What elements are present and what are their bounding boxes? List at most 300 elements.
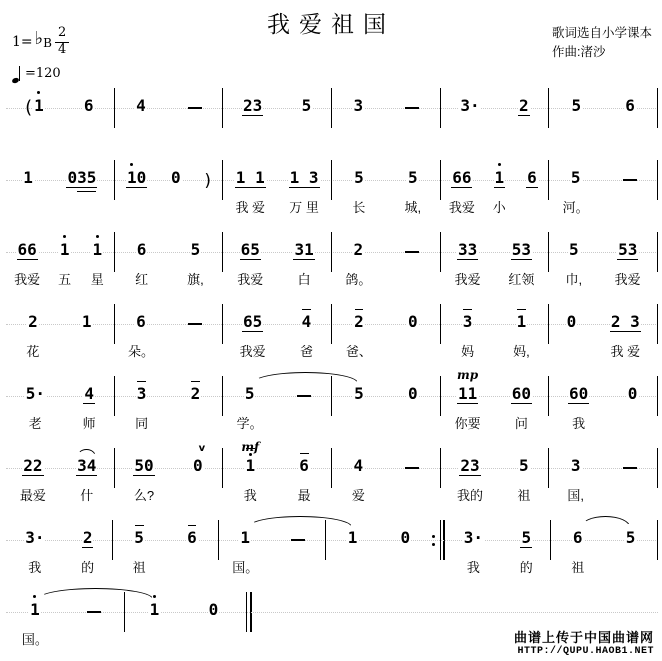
note-digits: 0 xyxy=(566,312,577,331)
lyric: 五 xyxy=(58,272,72,287)
lyric: 红领 xyxy=(508,272,535,287)
note-digits: 3 xyxy=(136,384,147,403)
measure xyxy=(115,306,223,359)
note-digits: 5· xyxy=(25,384,45,403)
note-stack xyxy=(133,530,145,548)
key-signature xyxy=(12,26,69,83)
note-stack xyxy=(240,242,261,260)
note-digits: 53 xyxy=(511,240,532,259)
note-stack xyxy=(627,386,639,404)
note xyxy=(135,384,149,431)
note xyxy=(624,98,636,116)
note xyxy=(25,384,46,431)
note xyxy=(299,312,313,359)
note xyxy=(132,528,146,575)
note-stack xyxy=(459,98,480,116)
lyric: 妈 xyxy=(461,344,475,359)
note xyxy=(347,530,359,548)
lyric: 河。 xyxy=(562,200,589,215)
note-stack xyxy=(66,170,97,188)
octave-dot xyxy=(153,595,156,598)
tempo-value: =120 xyxy=(25,66,61,82)
barline xyxy=(114,88,115,128)
note-stack xyxy=(133,458,154,476)
note xyxy=(66,170,97,188)
note xyxy=(404,168,422,215)
note-stack xyxy=(126,170,147,188)
note-digits: 6 xyxy=(83,96,94,115)
dash-extension xyxy=(188,107,202,109)
measure xyxy=(6,522,112,575)
note xyxy=(459,98,480,116)
lyric: 最 xyxy=(297,488,311,503)
barline xyxy=(331,304,332,344)
octave-dot xyxy=(498,163,501,166)
note-stack xyxy=(22,458,43,476)
measure xyxy=(445,522,551,575)
barline xyxy=(114,304,115,344)
overline xyxy=(191,381,200,382)
note-stack xyxy=(33,98,45,116)
note-digits: 5 xyxy=(134,528,144,547)
overline xyxy=(302,309,311,310)
note-digits: 5 xyxy=(190,240,201,259)
measure xyxy=(115,162,223,191)
note-stack xyxy=(570,458,582,476)
note-stack xyxy=(568,386,589,404)
note-stack xyxy=(83,98,95,116)
note xyxy=(14,240,41,287)
note-stack xyxy=(400,530,412,548)
system-3 xyxy=(6,224,658,296)
note-digits: 0 xyxy=(407,384,418,403)
overline xyxy=(300,453,309,454)
score xyxy=(0,80,662,656)
note-digits: 3· xyxy=(463,528,484,547)
bar-thin xyxy=(246,592,247,632)
lyric: 问 xyxy=(514,416,528,431)
overline xyxy=(355,309,364,310)
note-stack xyxy=(494,170,506,188)
lyric: 我爱 xyxy=(239,344,266,359)
note-digits: 5 xyxy=(569,240,579,259)
note xyxy=(614,240,641,287)
octave-dot xyxy=(130,163,133,166)
note-digits: 6 xyxy=(187,528,197,547)
barline xyxy=(657,448,658,488)
note-digits: 2 3 xyxy=(610,312,640,331)
note-stack xyxy=(76,458,97,476)
barline xyxy=(657,232,658,272)
song-title: 我爱祖国 xyxy=(267,12,395,37)
note xyxy=(454,240,481,287)
note xyxy=(519,528,533,575)
lyric: 我 xyxy=(243,488,257,503)
note xyxy=(293,240,314,287)
final-barline xyxy=(243,592,252,632)
lyric: 么? xyxy=(133,488,155,503)
lyric: 星 xyxy=(90,272,104,287)
note-stack xyxy=(25,386,46,404)
measure xyxy=(6,450,114,503)
note xyxy=(90,240,104,287)
note-digits: 34 xyxy=(77,456,97,475)
system-5 xyxy=(6,368,658,440)
footer-site: 曲谱上传于中国曲谱网 xyxy=(513,630,654,645)
note-stack xyxy=(135,98,147,116)
note-stack xyxy=(83,386,95,404)
note xyxy=(297,456,311,503)
note xyxy=(400,530,412,548)
measure xyxy=(6,90,114,116)
note xyxy=(24,528,45,575)
barline xyxy=(222,304,223,344)
breath-mark: v xyxy=(198,443,206,454)
close-paren: ) xyxy=(204,170,211,191)
barline xyxy=(440,160,441,200)
note-digits: 5 xyxy=(571,96,582,115)
note-stack xyxy=(289,170,320,188)
lyric: 万 里 xyxy=(289,200,319,215)
lyric: 最爱 xyxy=(19,488,46,503)
barline xyxy=(331,232,332,272)
note xyxy=(235,168,266,215)
octave-dot xyxy=(63,235,66,238)
system-7 xyxy=(6,512,658,584)
overline xyxy=(463,309,472,310)
footer xyxy=(514,627,654,657)
barline xyxy=(440,304,441,344)
lyric: 城, xyxy=(404,200,422,215)
note xyxy=(135,98,147,116)
note xyxy=(461,312,475,359)
measure xyxy=(549,234,657,287)
system-1 xyxy=(6,80,658,152)
note-stack xyxy=(511,242,532,260)
note-stack xyxy=(135,314,147,332)
note-digits: 3· xyxy=(25,528,45,547)
note-digits: 5 xyxy=(354,168,364,187)
note-stack xyxy=(353,314,365,332)
barline xyxy=(548,448,549,488)
barline xyxy=(114,160,115,200)
note-digits: 11 xyxy=(457,384,478,403)
note-digits: 0 xyxy=(170,168,181,187)
note-stack xyxy=(407,170,419,188)
note-stack xyxy=(353,170,365,188)
measure xyxy=(6,162,114,188)
note-stack xyxy=(353,386,365,404)
lyric: 的 xyxy=(81,560,95,575)
note-digits: 2 xyxy=(82,528,93,547)
note-digits: 65 xyxy=(243,312,263,331)
lyric: 老 xyxy=(28,416,42,431)
note-digits: 5 xyxy=(521,528,532,547)
note xyxy=(625,530,637,548)
note xyxy=(22,170,34,188)
note-digits: 53 xyxy=(618,240,638,259)
sheet-header xyxy=(0,0,662,80)
barline xyxy=(222,376,223,416)
note-digits: 3 xyxy=(462,312,473,331)
note-stack xyxy=(407,314,419,332)
lyric: 我 xyxy=(466,560,480,575)
lyric: 爸、 xyxy=(345,344,372,359)
barline xyxy=(440,376,441,416)
note-digits: 035 xyxy=(67,168,97,187)
bar-thin xyxy=(440,520,441,560)
note xyxy=(83,98,95,116)
barline xyxy=(331,160,332,200)
lyric: 爸 xyxy=(299,344,313,359)
note-digits: 1 xyxy=(149,600,160,619)
note-digits: 6 xyxy=(299,456,309,475)
lyric: 祖 xyxy=(132,560,146,575)
note-digits: 1 xyxy=(81,312,92,331)
note xyxy=(571,528,585,575)
repeat-dot xyxy=(432,543,435,546)
note xyxy=(351,456,365,503)
note-digits: 22 xyxy=(23,456,43,475)
barline xyxy=(548,304,549,344)
note-digits: 3 xyxy=(353,96,364,115)
note-digits: 0 xyxy=(407,312,418,331)
double-underline xyxy=(77,191,96,192)
note xyxy=(186,530,198,548)
note xyxy=(492,168,506,215)
note-stack xyxy=(570,98,582,116)
note xyxy=(353,98,365,116)
barline xyxy=(548,232,549,272)
note-digits: 6 xyxy=(527,168,537,187)
note-digits: 1 xyxy=(23,168,33,187)
note xyxy=(192,443,206,476)
note xyxy=(21,600,48,647)
overline xyxy=(517,309,526,310)
barline xyxy=(548,88,549,128)
note xyxy=(567,456,584,503)
lyrics-source: 歌词选自小学课本 xyxy=(551,26,652,40)
dynamic-mp: mp xyxy=(457,368,479,382)
barline xyxy=(114,232,115,272)
slur-tie xyxy=(38,588,154,599)
note-digits: 3 xyxy=(570,456,581,475)
note-stack xyxy=(301,314,313,332)
note-stack xyxy=(511,386,532,404)
note-stack xyxy=(136,242,148,260)
note xyxy=(345,240,372,287)
note-stack xyxy=(566,314,578,332)
note-digits: 2 xyxy=(354,312,364,331)
barline xyxy=(331,448,332,488)
overline xyxy=(188,525,197,526)
note-stack xyxy=(59,242,71,260)
note-stack xyxy=(353,242,365,260)
note-stack xyxy=(568,242,580,260)
note-digits: 1 xyxy=(245,456,256,475)
measure xyxy=(115,378,223,431)
note xyxy=(81,528,95,575)
measure xyxy=(332,306,440,359)
barline xyxy=(222,160,223,200)
note xyxy=(133,456,155,503)
barline xyxy=(440,88,441,128)
note-stack xyxy=(22,170,34,188)
note-digits: 23 xyxy=(460,456,480,475)
note-stack xyxy=(451,170,472,188)
note xyxy=(187,240,204,287)
note-digits: 0 xyxy=(208,600,219,619)
footer-url: HTTP://QUPU.HAOB1.NET xyxy=(517,646,654,657)
note-digits: 0 xyxy=(193,456,203,475)
note xyxy=(627,386,639,404)
note-digits: 5 xyxy=(570,168,581,187)
note-digits: 1 xyxy=(34,96,44,115)
lyric: 朵。 xyxy=(127,344,154,359)
note-digits: 5 xyxy=(244,384,255,403)
note xyxy=(513,312,530,359)
barline xyxy=(550,520,551,560)
note xyxy=(149,602,161,620)
note-digits: 2 xyxy=(519,96,529,115)
note xyxy=(190,386,202,404)
barline xyxy=(222,88,223,128)
lyric: 我爱 xyxy=(14,272,41,287)
note-digits: 6 xyxy=(136,312,146,331)
repeat-dot xyxy=(432,535,435,538)
lyric: 我 爱 xyxy=(235,200,266,215)
note-stack xyxy=(82,530,94,548)
note-digits: 50 xyxy=(134,456,154,475)
measure xyxy=(332,450,440,503)
note xyxy=(76,456,97,503)
slur-tie xyxy=(581,516,630,527)
note-digits: 33 xyxy=(457,240,478,259)
octave-dot xyxy=(37,91,40,94)
dash-extension xyxy=(405,467,419,469)
note xyxy=(448,168,475,215)
barline xyxy=(222,448,223,488)
lyric: 我爱 xyxy=(237,272,264,287)
measure xyxy=(441,306,549,359)
note-digits: 2 xyxy=(28,312,38,331)
note-digits: 1 1 xyxy=(235,168,265,187)
lyric: 白 xyxy=(297,272,311,287)
barline xyxy=(657,160,658,200)
note-stack xyxy=(293,242,314,260)
lyric: 师 xyxy=(82,416,96,431)
note-digits: 60 xyxy=(569,384,589,403)
bar-thin xyxy=(250,592,251,632)
barline xyxy=(548,160,549,200)
octave-dot xyxy=(96,235,99,238)
measure xyxy=(549,162,657,215)
lyric: 我的 xyxy=(456,488,484,503)
barline xyxy=(114,448,115,488)
measure xyxy=(549,90,657,116)
flat-sign: ♭ xyxy=(34,27,44,49)
measure xyxy=(223,162,331,215)
note-stack xyxy=(617,242,638,260)
lyric: 长 xyxy=(352,200,366,215)
note xyxy=(237,240,264,287)
lyric: 祖 xyxy=(517,488,531,503)
lyric: 妈, xyxy=(513,344,530,359)
note-stack xyxy=(186,530,198,548)
repeat-dots xyxy=(432,535,435,546)
note-stack xyxy=(463,530,484,548)
lyric: 国。 xyxy=(232,560,259,575)
lyric: 小 xyxy=(492,200,506,215)
note-stack xyxy=(570,170,582,188)
open-paren: ( xyxy=(25,96,33,118)
lyric: 花 xyxy=(26,344,40,359)
note xyxy=(127,312,154,359)
note xyxy=(236,384,263,431)
note-stack xyxy=(190,242,202,260)
note-digits: 66 xyxy=(17,240,37,259)
note xyxy=(242,98,263,116)
system-2 xyxy=(6,152,658,224)
lyric: 我 爱 xyxy=(610,344,641,359)
note-stack xyxy=(149,602,161,620)
dash-extension xyxy=(623,179,637,181)
overline xyxy=(135,525,144,526)
measure xyxy=(332,90,440,116)
note xyxy=(82,384,96,431)
note xyxy=(81,314,93,332)
note-stack xyxy=(27,314,39,332)
note-stack xyxy=(301,98,313,116)
note xyxy=(517,456,531,503)
measure xyxy=(6,234,114,287)
note-stack xyxy=(459,458,480,476)
system-6 xyxy=(6,440,658,512)
time-signature: $\frac{2}{4}$ xyxy=(55,26,69,58)
note-digits: 2 xyxy=(353,240,364,259)
dash-extension xyxy=(623,467,637,469)
note-digits: 5 xyxy=(625,528,636,547)
credits xyxy=(552,24,652,63)
lyric: 我 xyxy=(28,560,42,575)
note-stack xyxy=(407,386,419,404)
barline xyxy=(218,520,219,560)
note-stack xyxy=(572,530,584,548)
barline xyxy=(114,376,115,416)
note-digits: 6 xyxy=(625,96,635,115)
note xyxy=(407,314,419,332)
note xyxy=(135,240,149,287)
note xyxy=(610,312,641,359)
lyric: 你要 xyxy=(454,416,481,431)
note-digits: 31 xyxy=(294,240,314,259)
note-digits: 2 xyxy=(190,384,201,403)
note-digits: 1 xyxy=(59,240,70,259)
dynamic-mf: mf xyxy=(241,440,260,454)
note-digits: 3· xyxy=(460,96,480,115)
note-stack xyxy=(353,98,365,116)
note xyxy=(562,168,589,215)
note-digits: 1 xyxy=(240,528,251,547)
note-stack xyxy=(518,458,530,476)
note xyxy=(232,528,259,575)
note-stack xyxy=(244,386,256,404)
dash-extension xyxy=(405,107,419,109)
system-4 xyxy=(6,296,658,368)
barline xyxy=(548,376,549,416)
note-stack xyxy=(29,602,41,620)
note-digits: 60 xyxy=(511,384,532,403)
